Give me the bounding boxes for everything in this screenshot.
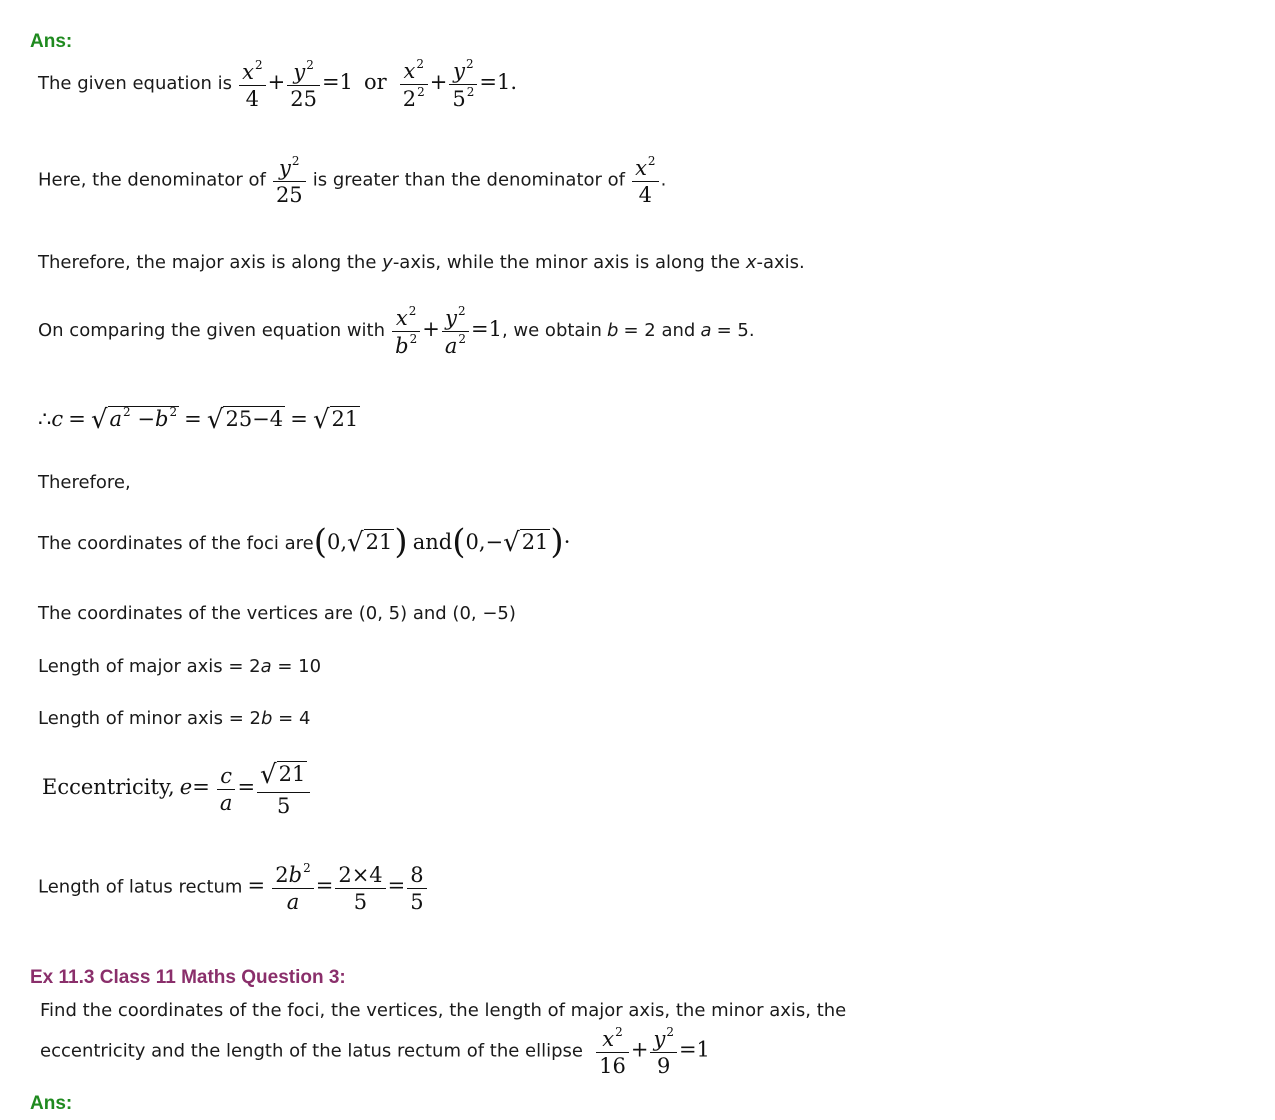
fraction-c-over-a: $\frac{c}{a}$ — [217, 764, 236, 815]
sqrt-25-minus-4: √25−4 — [206, 405, 284, 435]
given-equation-line: The given equation is $\frac{x^2}{4}$ + $\frac{y^2}{25}$ =1 or $\frac{x^2}{2^2}$ + $\frac{y^2}{5^2}$ =1. — [38, 57, 518, 112]
axis-statement: Therefore, the major axis is along the y-axis, while the minor axis is along the x-axis. — [38, 252, 805, 273]
answer-label: Ans: — [30, 31, 73, 52]
fraction-x2-over-4: $\frac{x^2}{4}$ — [239, 59, 265, 111]
latus-rectum-line: Length of latus rectum = $\frac{2b^2}{a}$ = $\frac{2\times 4}{5}$ = $\frac{8}{5}$ — [38, 862, 429, 914]
comparison-line: On comparing the given equation with $\frac{x^2}{b^2}$ + $\frac{y^2}{a^2}$ =1, we obtain b = 2 and a = 5. — [38, 304, 755, 359]
denominator-comparison-line: Here, the denominator of $\frac{y^2}{25}$ is greater than the denominator of $\frac{x^2}{4}$ . — [38, 154, 667, 208]
fraction-x2-over-2-squared: $\frac{x^2}{2^2}$ — [400, 58, 428, 111]
fraction-y2-over-5-squared: $\frac{y^2}{5^2}$ — [449, 58, 477, 111]
fraction-y2-over-a2: $\frac{y^2}{a^2}$ — [442, 305, 469, 358]
fraction-x2-over-b2: $\frac{x^2}{b^2}$ — [392, 305, 420, 358]
question-line-2: eccentricity and the length of the latus rectum of the ellipse $\frac{x^2}{16}$ + $\frac{y^2}{9}$ =1 — [40, 1025, 710, 1079]
question-heading: Ex 11.3 Class 11 Maths Question 3: — [30, 967, 346, 988]
answer-label-2: Ans: — [30, 1093, 73, 1114]
given-equation-prefix: The given equation is — [38, 73, 233, 95]
or-word: or — [364, 70, 387, 95]
major-axis-line: Length of major axis = 2a = 10 — [38, 656, 322, 677]
fraction-2b2-over-a: $\frac{2b^2}{a}$ — [272, 862, 313, 914]
fraction-y2-over-9: $\frac{y^2}{9}$ — [650, 1026, 677, 1078]
c-computation: ∴c = $√a^2 -b^2 = √25-4 = √21$ — [38, 405, 359, 435]
fraction-y2-over-25-b: $\frac{y^2}{25}$ — [273, 155, 306, 207]
fraction-x2-over-16: $\frac{x^2}{16}$ — [596, 1026, 629, 1078]
fraction-sqrt21-over-5: $\frac{√21}{5}$ — [257, 761, 310, 818]
fraction-y2-over-25: $\frac{y^2}{25}$ — [287, 59, 320, 111]
therefore-text: Therefore, — [38, 472, 131, 493]
fraction-x2-over-4-b: $\frac{x^2}{4}$ — [632, 155, 658, 207]
sqrt-a2-minus-b2: $√a^2 -b^2$ — [90, 405, 178, 435]
fraction-2x4-over-5: $\frac{2\times 4}{5}$ — [335, 863, 385, 914]
minor-axis-line: Length of minor axis = 2b = 4 — [38, 708, 311, 729]
vertices-line: The coordinates of the vertices are (0, 5) and (0, −5) — [38, 603, 516, 624]
eccentricity-line: Eccentricity, e= $\frac{c}{a}$ = $\frac{√21}{5}$ — [42, 761, 312, 818]
fraction-8-over-5: $\frac{8}{5}$ — [407, 863, 426, 914]
foci-line: The coordinates of the foci are(0,√21) and(0,−√21)· — [38, 522, 571, 562]
sqrt-21: √21 — [312, 405, 359, 435]
question-line-1: Find the coordinates of the foci, the vertices, the length of major axis, the minor axis, the — [40, 1000, 847, 1021]
